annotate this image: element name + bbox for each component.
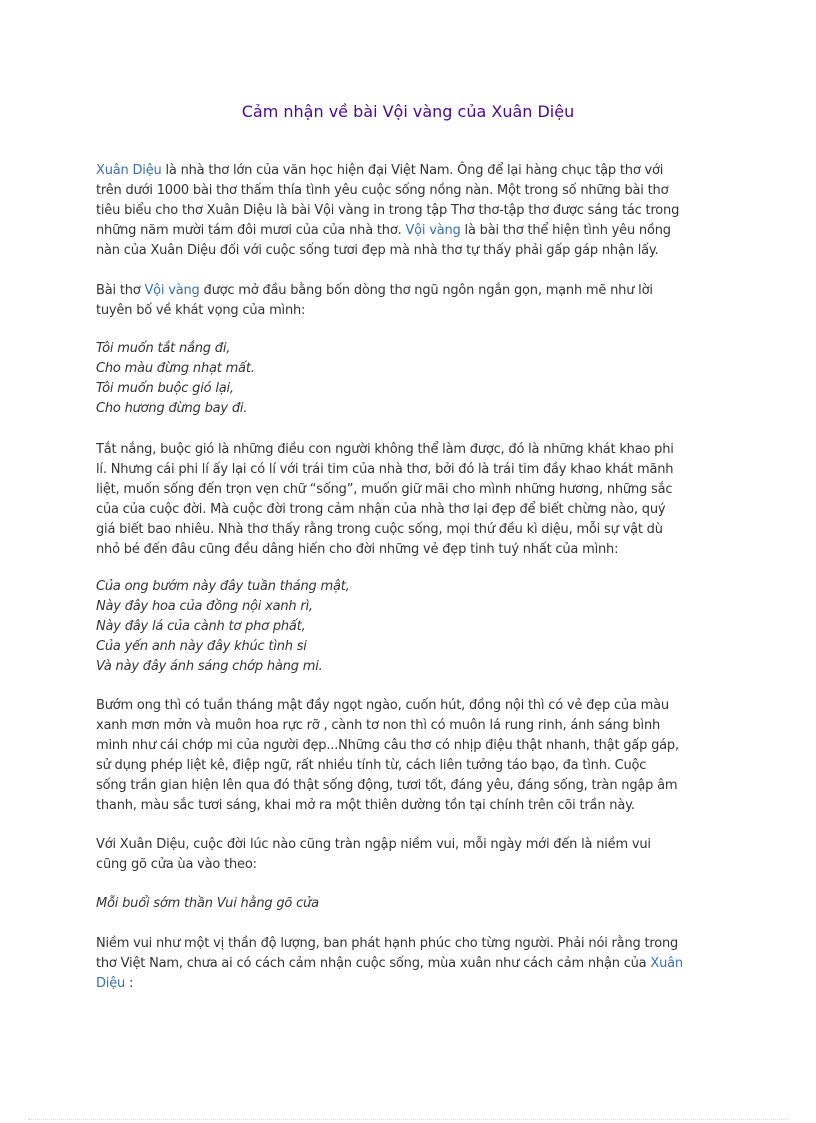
poem-line: Tôi muốn buộc gió lại, (96, 381, 234, 396)
poem-line: Này đây hoa của đồng nội xanh rì, (96, 599, 313, 614)
text-span: Bài thơ (96, 283, 145, 298)
poem-line: Tôi muốn tắt nắng đi, (96, 341, 231, 356)
text-line (96, 281, 726, 301)
paragraph-intro (96, 161, 726, 261)
link-xuan-dieu[interactable]: Xuân (650, 956, 683, 971)
poem-line: Của yến anh này đây khúc tình si (96, 639, 307, 654)
text-line (96, 954, 726, 974)
text-line: xanh mơn mởn và muôn hoa rực rỡ , cành tơ non thì có muôn lá rung rinh, ánh sáng bình (96, 718, 661, 733)
poem-line-3 (96, 894, 726, 914)
paragraph-analysis-2 (96, 696, 726, 816)
text-line: nàn của Xuân Diệu đối với cuộc sống tươi đẹp mà nhà thơ tự thấy phải gấp gáp nhận lấy. (96, 243, 659, 258)
poem-line: Cho hương đừng bay đi. (96, 401, 248, 416)
text-line (96, 161, 726, 181)
poem-line: Này đây lá của cành tơ phơ phất, (96, 619, 306, 634)
text-span: là bài thơ thể hiện tình yêu nồng (460, 223, 671, 238)
paragraph-joy (96, 835, 726, 875)
text-span: được mở đầu bằng bốn dòng thơ ngũ ngôn ngắn gọn, mạnh mẽ như lời (199, 283, 653, 298)
text-line: lí. Nhưng cái phi lí ấy lại có lí với trái tim của nhà thơ, bởi đó là trái tim đầy khao khát mãnh (96, 462, 674, 477)
text-line: tuyên bố về khát vọng của mình: (96, 303, 306, 318)
paragraph-analysis-1 (96, 440, 726, 560)
link-voi-vang[interactable]: Vội vàng (144, 283, 200, 298)
text-span: là nhà thơ lớn của văn học hiện đại Việt Nam. Ông để lại hàng chục tập thơ với (161, 163, 664, 178)
text-line: trên dưới 1000 bài thơ thấm thía tình yêu cuộc sống nồng nàn. Một trong số những bài thơ (96, 183, 669, 198)
text-span: những năm mười tám đôi mươi của của nhà thơ. (96, 223, 406, 238)
page-bottom-divider (28, 1119, 788, 1120)
text-line: của của cuộc đời. Mà cuộc đời trong cảm nhận của nhà thơ lại đẹp để biết chừng nào, quý (96, 502, 666, 517)
text-line: giá biết bao nhiêu. Nhà thơ thấy rằng trong cuộc sống, mọi thứ đều kì diệu, mỗi sự vật dù (96, 522, 663, 537)
text-line (96, 221, 726, 241)
text-line: sử dụng phép liệt kê, điệp ngữ, rất nhiều tính từ, cách liên tưởng táo bạo, đa tình. Cuộc (96, 758, 647, 773)
text-line: Niềm vui như một vị thần độ lượng, ban phát hạnh phúc cho từng người. Phải nói rằng trong (96, 936, 679, 951)
text-span: : (125, 976, 134, 991)
text-line: minh như cái chớp mi của người đẹp...Những câu thơ có nhịp điệu thật nhanh, thật gấp gáp, (96, 738, 679, 753)
text-line: Với Xuân Diệu, cuộc đời lúc nào cũng tràn ngập niềm vui, mỗi ngày mới đến là niềm vui (96, 837, 651, 852)
text-line: Bướm ong thì có tuần tháng mật đầy ngọt ngào, cuốn hút, đồng nội thì có vẻ đẹp của màu (96, 698, 669, 713)
text-line: liệt, muốn sống đến trọn vẹn chữ “sống”, muốn giữ mãi cho mình những hương, những sắc (96, 482, 673, 497)
text-line: cũng gõ cửa ùa vào theo: (96, 857, 257, 872)
link-voi-vang[interactable]: Vội vàng (405, 223, 461, 238)
text-line: sống trần gian hiện lên qua đó thật sống động, tươi tốt, đáng yêu, đáng sống, tràn ngập âm (96, 778, 678, 793)
page-title: Cảm nhận về bài Vội vàng của Xuân Diệu (241, 102, 575, 121)
text-line: nhỏ bé đến đâu cũng đều dâng hiến cho đời những vẻ đẹp tinh tuý nhất của mình: (96, 542, 619, 557)
text-line: tiêu biểu cho thơ Xuân Diệu là bài Vội vàng in trong tập Thơ thơ-tập thơ được sáng tác trong (96, 203, 680, 218)
poem-stanza-1 (96, 339, 726, 419)
text-line: thanh, màu sắc tươi sáng, khai mở ra một thiên dường tồn tại chính trên cõi trần này. (96, 798, 635, 813)
poem-line: Mỗi buổi sớm thần Vui hằng gõ cửa (96, 896, 319, 911)
paragraph-opening (96, 281, 726, 321)
paragraph-closing (96, 934, 726, 994)
link-xuan-dieu[interactable]: Diệu (96, 976, 126, 991)
text-line (96, 974, 726, 994)
poem-line: Và này đây ánh sáng chớp hàng mi. (96, 659, 323, 674)
text-line: Tắt nắng, buộc gió là những điều con người không thể làm được, đó là những khát khao phi (96, 442, 674, 457)
poem-line: Của ong bướm này đây tuần tháng mật, (96, 579, 350, 594)
poem-stanza-2 (96, 577, 726, 677)
link-xuan-dieu[interactable]: Xuân Diệu (96, 163, 162, 178)
poem-line: Cho màu đừng nhạt mất. (96, 361, 255, 376)
text-span: thơ Việt Nam, chưa ai có cách cảm nhận cuộc sống, mùa xuân như cách cảm nhận của (96, 956, 651, 971)
